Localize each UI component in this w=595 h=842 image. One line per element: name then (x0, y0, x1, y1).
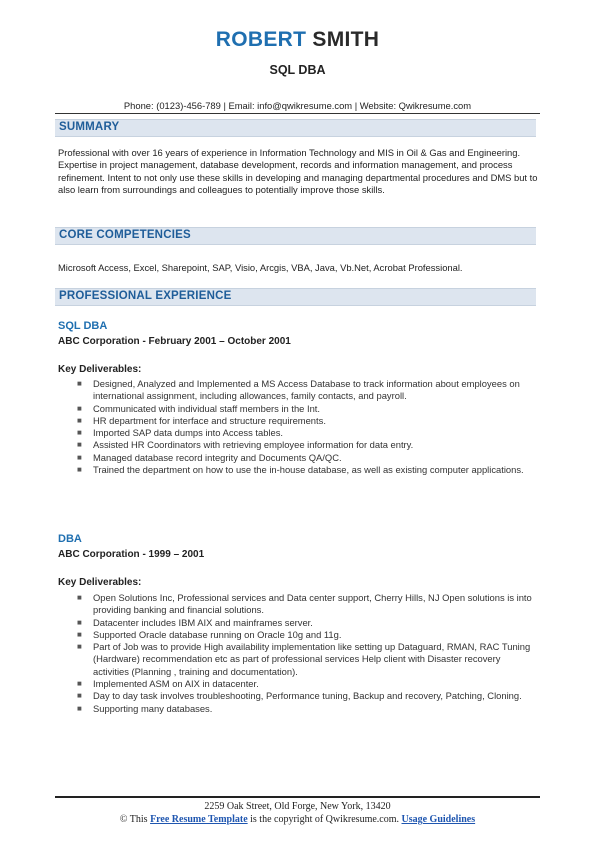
list-item: ■ Designed, Analyzed and Implemented a MS Access Database to track information about employees on international assignment, including allowances, family contacts, and payroll. (77, 378, 520, 402)
free-resume-template-link[interactable]: Free Resume Template (150, 814, 248, 825)
experience-heading: PROFESSIONAL EXPERIENCE (59, 290, 232, 302)
list-item: ■ Datacenter includes IBM AIX and mainframes server. (77, 616, 313, 628)
bullet-icon: ■ (77, 679, 82, 689)
competencies-section-header (55, 227, 536, 245)
key-deliverables-label: Key Deliverables: (58, 577, 142, 588)
footer-copyright (0, 814, 595, 825)
list-item: ■ Open Solutions Inc, Professional services and Data center support, Cherry Hills, NJ Open solutions is into providing banking and financial solutions. (77, 592, 532, 616)
job-bullets (58, 592, 538, 715)
contact-line: Phone: (0123)-456-789 | Email: info@qwikresume.com | Website: Qwikresume.com (123, 100, 472, 111)
bullet-icon: ■ (77, 428, 82, 438)
footer-divider (55, 796, 540, 798)
last-name: SMITH (312, 28, 380, 51)
list-item: ■ Communicated with individual staff members in the Int. (77, 402, 321, 414)
experience-section-header (55, 288, 536, 306)
bullet-icon: ■ (77, 629, 82, 639)
bullet-icon: ■ (77, 415, 82, 425)
footer-address: 2259 Oak Street, Old Forge, New York, 13420 (204, 801, 391, 812)
candidate-name (0, 27, 595, 53)
bullet-icon: ■ (77, 617, 82, 627)
list-item: ■ Part of Job was to provide High availability implementation like setting up Dataguard, RMAN, RAC Tuning (Hardware) recommendation etc as part of professional services Help client with Disaster recovery activities (Planning , training and documentation). (77, 641, 531, 677)
list-item: ■ Implemented ASM on AIX in datacenter. (77, 678, 259, 690)
summary-text: Professional with over 16 years of experience in Information Technology and MIS in Oil & Gas and Engineering. Expertise in project management, database development, records and information management, and process refinement. Intent to not only use these skills in developing and managing departmental procedures and DMS but to also learn from surroundings and colleagues to potentially improve those skills. (58, 147, 538, 195)
competencies-text: Microsoft Access, Excel, Sharepoint, SAP, Visio, Arcgis, VBA, Java, Vb.Net, Acrobat Professional. (58, 262, 463, 273)
summary-section-header (55, 119, 536, 137)
bullet-icon: ■ (77, 593, 82, 602)
list-item: ■ Supported Oracle database running on Oracle 10g and 11g. (77, 628, 342, 640)
job-title-heading: SQL DBA (269, 63, 326, 77)
key-deliverables-label: Key Deliverables: (58, 364, 142, 375)
list-item: ■ Supporting many databases. (77, 702, 213, 714)
summary-heading: SUMMARY (59, 121, 120, 133)
list-item: ■ Assisted HR Coordinators with retrieving employee information for data entry. (77, 439, 414, 451)
job-company-dates: ABC Corporation - February 2001 – October 2001 (58, 336, 291, 347)
list-item: ■ Day to day task involves troubleshooting, Performance tuning, Backup and recovery, Patching, Cloning. (77, 690, 522, 702)
competencies-heading: CORE COMPETENCIES (59, 229, 191, 241)
list-item: ■ Trained the department on how to use the in-house database, as well as existing computer applications. (77, 464, 524, 476)
job-title: SQL DBA (58, 320, 108, 332)
copyright-prefix: © This (119, 814, 148, 825)
bullet-icon: ■ (77, 379, 82, 388)
bullet-icon: ■ (77, 403, 82, 413)
job-bullets (58, 378, 538, 476)
header-divider (55, 113, 540, 114)
bullet-icon: ■ (77, 440, 82, 450)
bullet-icon: ■ (77, 703, 82, 713)
first-name: ROBERT (215, 28, 307, 51)
list-item: ■ HR department for interface and structure requirements. (77, 414, 326, 426)
job-title: DBA (58, 533, 82, 545)
list-item: ■ Managed database record integrity and Documents QA/QC. (77, 451, 342, 463)
list-item: ■ Imported SAP data dumps into Access tables. (77, 427, 284, 439)
job-company-dates: ABC Corporation - 1999 – 2001 (58, 549, 205, 560)
usage-guidelines-link[interactable]: Usage Guidelines (401, 814, 476, 825)
bullet-icon: ■ (77, 642, 82, 652)
copyright-text: is the copyright of Qwikresume.com. (250, 814, 399, 825)
bullet-icon: ■ (77, 465, 82, 475)
bullet-icon: ■ (77, 452, 82, 462)
bullet-icon: ■ (77, 691, 82, 701)
